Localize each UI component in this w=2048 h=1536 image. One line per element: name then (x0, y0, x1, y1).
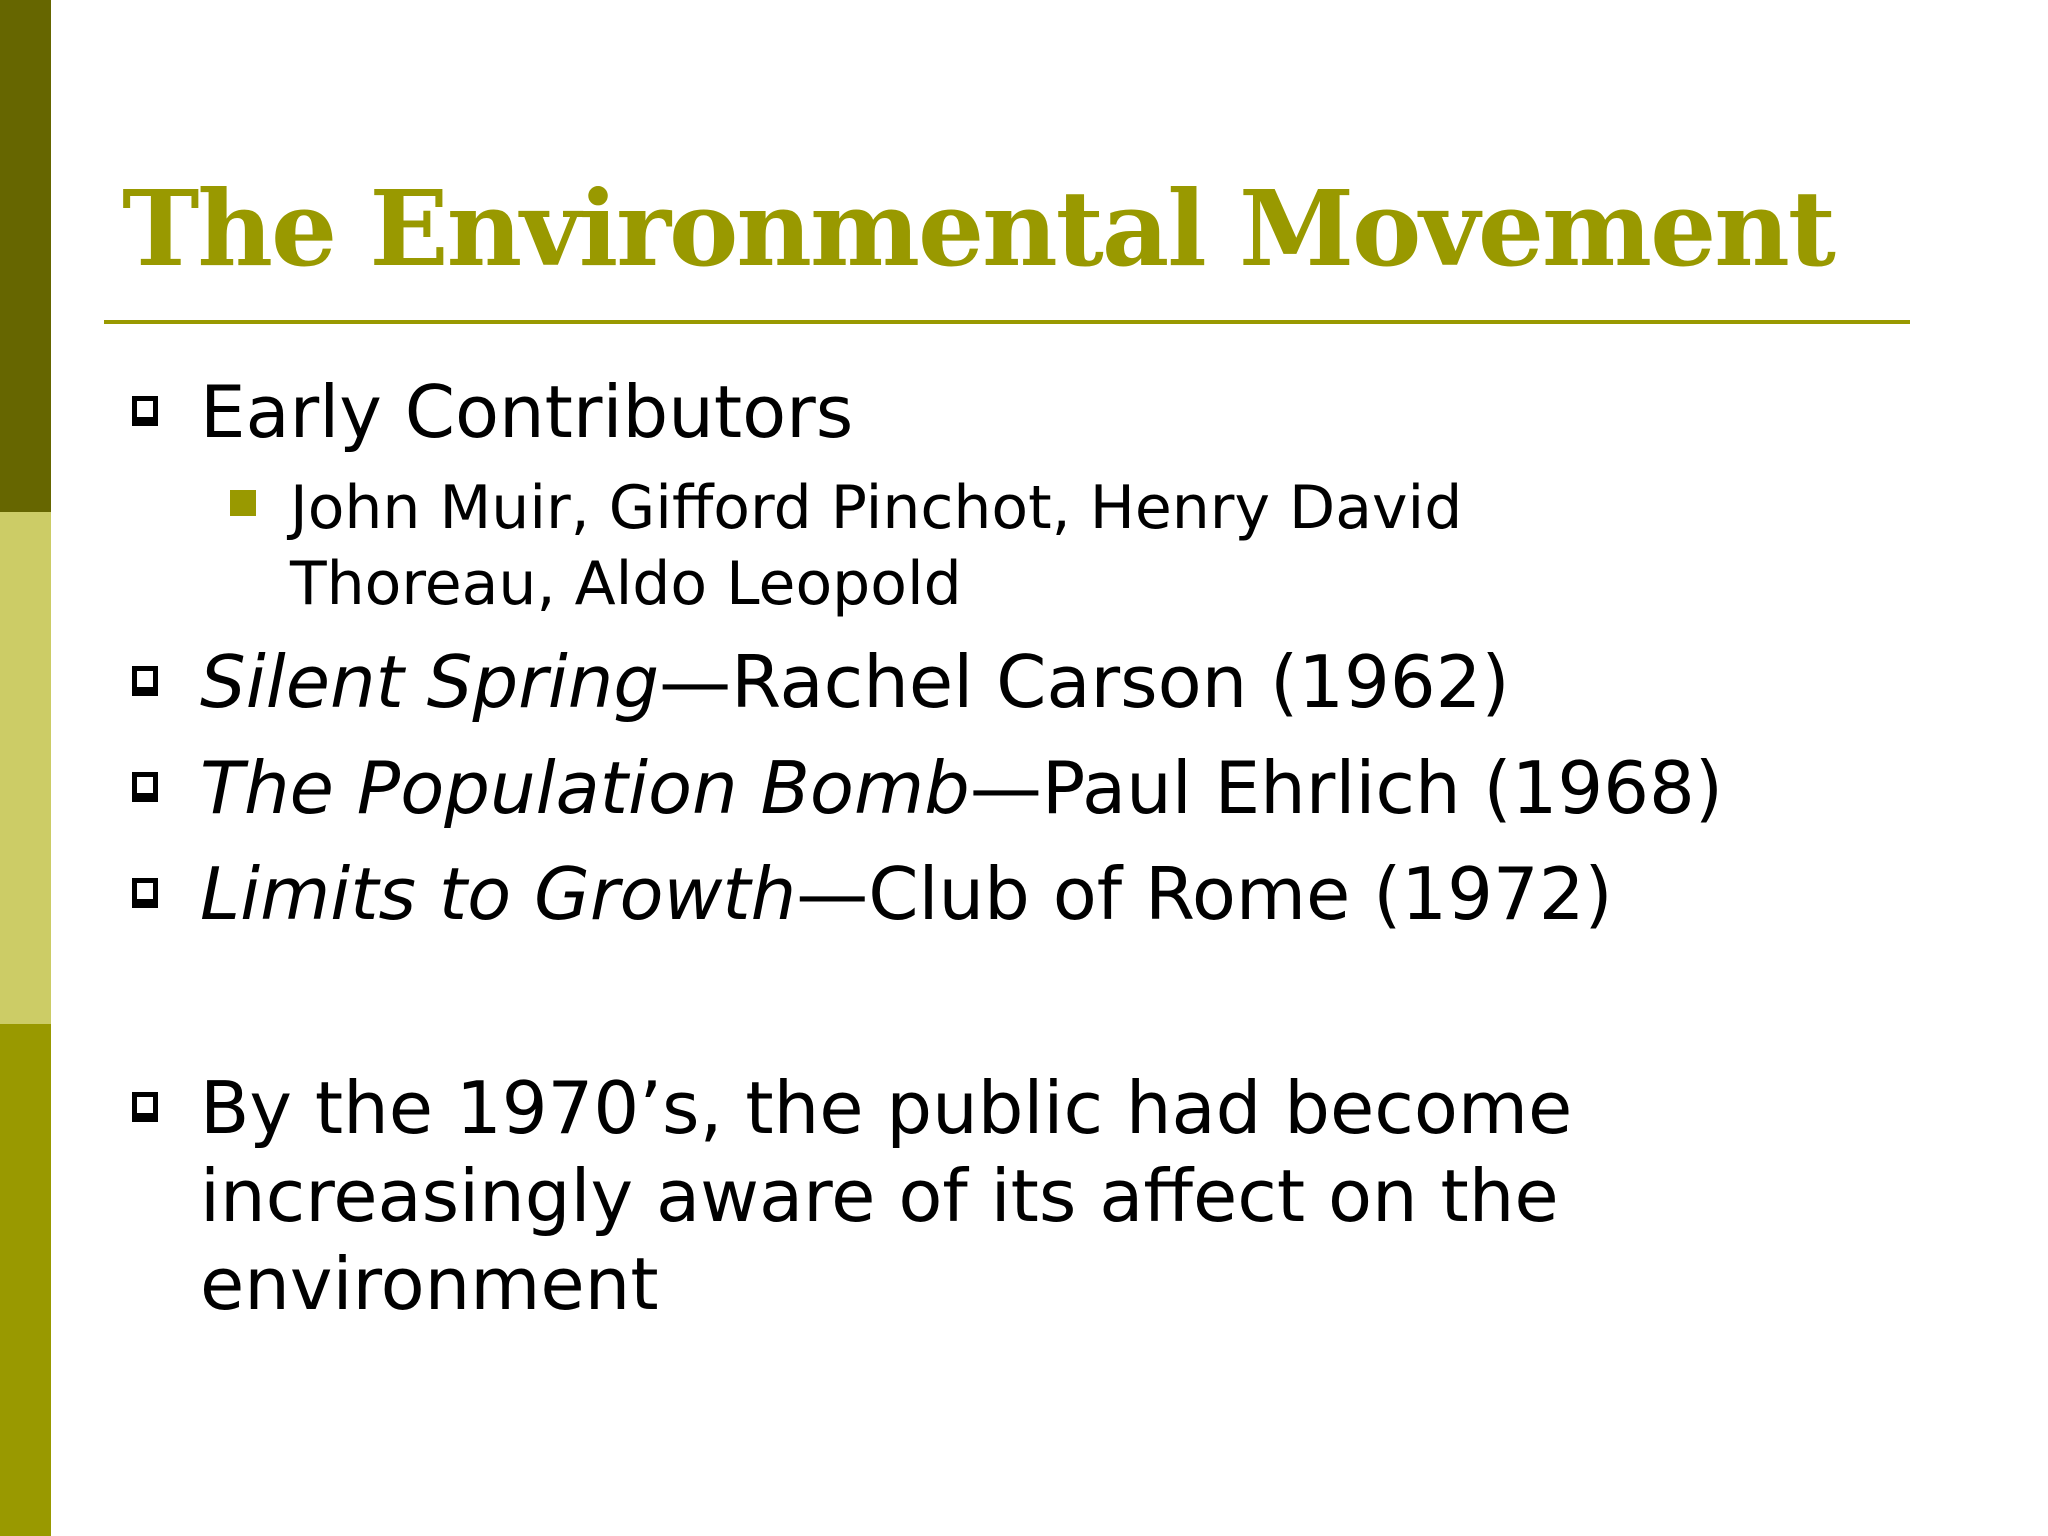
author-club-of-rome: —Club of Rome (1972) (796, 852, 1613, 936)
author-rachel-carson: —Rachel Carson (1962) (659, 640, 1510, 724)
hollow-square-bullet-icon (132, 666, 158, 692)
bullet-population-bomb (200, 744, 1723, 832)
bullet-public-awareness (200, 1064, 1572, 1328)
hollow-square-bullet-icon (132, 878, 158, 904)
slide-title: The Environmental Movement (122, 167, 1834, 290)
side-bar-middle (0, 512, 51, 1024)
awareness-line-1: By the 1970’s, the public had become (200, 1066, 1573, 1150)
author-paul-ehrlich: —Paul Ehrlich (1968) (969, 746, 1723, 830)
awareness-line-3: environment (200, 1242, 659, 1326)
bullet-silent-spring (200, 638, 1510, 726)
bullet-early-contributors: Early Contributors (200, 370, 854, 454)
sub-bullet-contributors (290, 470, 1462, 622)
title-underline (104, 320, 1910, 324)
awareness-line-2: increasingly aware of its affect on the (200, 1154, 1559, 1238)
book-title-population-bomb: The Population Bomb (200, 746, 970, 830)
sub-bullet-line-2: Thoreau, Aldo Leopold (290, 549, 962, 619)
side-bar-top (0, 0, 51, 512)
sub-bullet-line-1: John Muir, Gifford Pinchot, Henry David (290, 473, 1463, 543)
hollow-square-bullet-icon (132, 396, 158, 422)
bullet-limits-to-growth (200, 850, 1613, 938)
filled-square-bullet-icon (230, 490, 256, 516)
book-title-limits-to-growth: Limits to Growth (200, 852, 797, 936)
hollow-square-bullet-icon (132, 1092, 158, 1118)
side-bar-bottom (0, 1024, 51, 1536)
book-title-silent-spring: Silent Spring (200, 640, 660, 724)
hollow-square-bullet-icon (132, 772, 158, 798)
